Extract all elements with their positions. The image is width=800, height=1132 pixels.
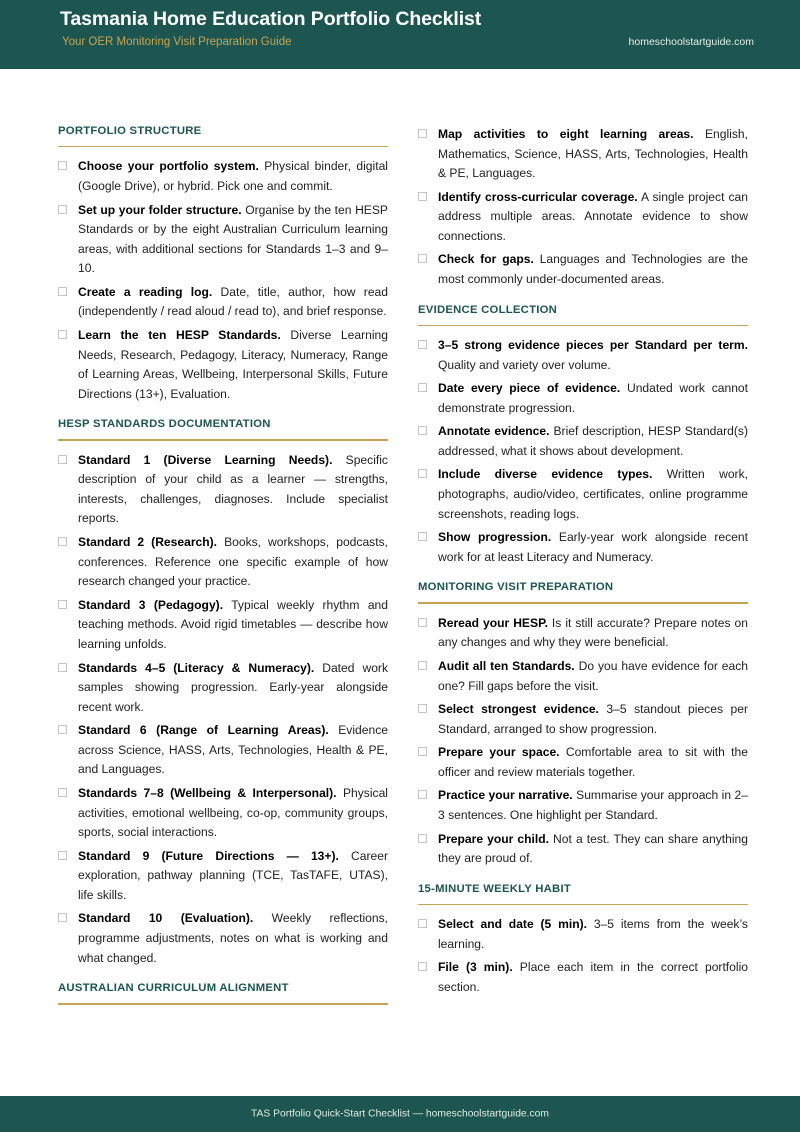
checklist-item[interactable] <box>418 528 748 567</box>
checkbox-icon[interactable] <box>418 383 427 392</box>
checkbox-icon[interactable] <box>58 725 67 734</box>
checklist-section <box>58 125 388 404</box>
checkbox-icon[interactable] <box>418 426 427 435</box>
checklist-item-title: Identify cross-curricular coverage. <box>438 189 638 204</box>
section-heading: MONITORING VISIT PREPARATION <box>418 581 614 594</box>
page-header <box>0 0 800 69</box>
checklist-item-title: Reread your HESP. <box>438 615 548 630</box>
checklist-item-title: Annotate evidence. <box>438 424 550 439</box>
checklist-item-title: Map activities to eight learning areas. <box>438 127 694 141</box>
checklist-item-description: English, Mathematics, Science, HASS, Arts, Technologies, Health & PE, Languages. <box>438 127 748 181</box>
checklist-section <box>418 125 748 290</box>
section-heading: AUSTRALIAN CURRICULUM ALIGNMENT <box>58 982 289 995</box>
checklist-item-description: Organise by the ten HESP Standards or by the eight Australian Curriculum learning areas, with additional sections for Standards 1–3 and 9–10. <box>78 202 389 276</box>
checklist-item-description: Typical weekly rhythm and teaching methods. Avoid rigid timetables — describe how learning unfolds. <box>78 597 388 651</box>
checklist-section <box>418 869 748 998</box>
checklist-item-description: Undated work cannot demonstrate progression. <box>438 381 749 415</box>
checklist-item[interactable] <box>418 743 748 782</box>
checkbox-icon[interactable] <box>418 618 427 627</box>
checklist-item-title: Prepare your child. <box>438 831 549 846</box>
checkbox-icon[interactable] <box>418 254 427 263</box>
checklist-item-title: Create a reading log. <box>78 284 213 299</box>
checklist-item[interactable] <box>418 336 748 375</box>
checklist-item[interactable] <box>58 451 388 529</box>
section-divider <box>418 904 748 905</box>
checklist-item[interactable] <box>418 188 748 247</box>
checklist-item-title: Choose your portfolio system. <box>78 159 259 174</box>
checklist-item[interactable] <box>58 847 388 906</box>
checklist-section <box>418 567 748 868</box>
checkbox-icon[interactable] <box>418 962 427 971</box>
checkbox-icon[interactable] <box>58 600 67 609</box>
checkbox-icon[interactable] <box>418 919 427 928</box>
section-heading: 15-MINUTE WEEKLY HABIT <box>418 882 572 895</box>
checklist-section <box>58 404 388 968</box>
section-divider <box>58 439 388 440</box>
checkbox-icon[interactable] <box>418 129 427 138</box>
checklist-item-description: Languages and Technologies are the most commonly under-documented areas. <box>438 252 748 287</box>
checklist-item-description: Brief description, HESP Standard(s) addressed, what it shows about development. <box>438 424 748 458</box>
checklist-item-description: Summarise your approach in 2–3 sentences. One highlight per Standard. <box>438 788 748 822</box>
checklist-item[interactable] <box>58 721 388 780</box>
section-heading: HESP STANDARDS DOCUMENTATION <box>58 418 271 431</box>
checklist-item[interactable] <box>418 915 748 954</box>
checklist-item[interactable] <box>58 326 388 404</box>
checklist-item-description: Career exploration, pathway planning (TCE, TasTAFE, UTAS), life skills. <box>78 848 388 902</box>
checkbox-icon[interactable] <box>58 161 67 170</box>
checklist-item-description: Do you have evidence for each one? Fill gaps before the visit. <box>438 658 748 693</box>
section-divider <box>58 1003 388 1004</box>
checklist-item-description: Early-year work alongside recent work for at least Literacy and Numeracy. <box>438 530 748 564</box>
checklist-item[interactable] <box>418 250 748 289</box>
checklist-item[interactable] <box>58 533 388 592</box>
checklist-item-description: A single project can address multiple areas. Annotate evidence to show connections. <box>438 189 748 243</box>
checkbox-icon[interactable] <box>418 704 427 713</box>
checklist-item-description: Comfortable area to sit with the officer and review materials together. <box>438 745 748 779</box>
checklist-item-title: Show progression. <box>438 530 552 545</box>
checkbox-icon[interactable] <box>418 192 427 201</box>
checklist-item[interactable] <box>58 201 388 279</box>
checklist-item-title: Standards 7–8 (Wellbeing & Interpersonal). <box>78 785 337 800</box>
checklist-item-description: 3–5 standout pieces per Standard, arranged to show progression. <box>438 702 749 736</box>
checklist-item-title: Standard 3 (Pedagogy). <box>78 597 224 612</box>
checkbox-icon[interactable] <box>418 469 427 478</box>
checklist-item-title: Standard 1 (Diverse Learning Needs). <box>78 452 333 467</box>
checklist-item-title: Prepare your space. <box>438 745 560 760</box>
checklist-item-description: Books, workshops, podcasts, conferences. Reference one specific example of how research changed your practice. <box>78 535 388 589</box>
checklist-item-title: Standard 10 (Evaluation). <box>78 911 254 926</box>
checklist-item[interactable] <box>418 465 748 524</box>
section-heading: PORTFOLIO STRUCTURE <box>58 125 202 137</box>
checklist-item-description: Diverse Learning Needs, Research, Pedagogy, Literacy, Numeracy, Range of Learning Areas, Wellbeing, Interpersonal Skills, Future Directions (13+), Evaluation. <box>78 328 388 401</box>
checklist-item[interactable] <box>58 784 388 843</box>
checklist-item-title: Standards 4–5 (Literacy & Numeracy). <box>78 660 315 675</box>
checklist-item[interactable] <box>418 830 748 869</box>
checklist-item[interactable] <box>58 157 388 196</box>
checklist-item-description: Date, title, author, how read (independently / read aloud / read to), and brief response. <box>78 284 388 319</box>
checklist-item-description: Written work, photographs, audio/video, certificates, online programme screenshots, reading logs. <box>438 467 748 521</box>
checkbox-icon[interactable] <box>418 532 427 541</box>
right-column <box>418 125 748 997</box>
checklist-item[interactable] <box>418 379 748 418</box>
checklist-item[interactable] <box>58 659 388 718</box>
checklist-item-title: Standard 9 (Future Directions — 13+). <box>78 848 339 863</box>
checklist-item[interactable] <box>418 958 748 997</box>
checklist-item-title: Include diverse evidence types. <box>438 467 653 482</box>
checklist-item-description: Physical binder, digital (Google Drive), or hybrid. Pick one and commit. <box>78 159 388 193</box>
section-divider <box>418 325 748 326</box>
checkbox-icon[interactable] <box>418 834 427 843</box>
checklist-item-title: Check for gaps. <box>438 252 534 267</box>
checklist-item-description: Physical activities, emotional wellbeing, co-op, community groups, sports, social interactions. <box>78 785 388 840</box>
checklist-section <box>58 968 388 1004</box>
checklist-item[interactable] <box>418 614 748 653</box>
section-divider <box>418 602 748 603</box>
checklist-item-description: Quality and variety over volume. <box>438 357 611 372</box>
checkbox-icon[interactable] <box>58 788 67 797</box>
checklist-item-description: Weekly reflections, programme adjustments, notes on what is working and what changed. <box>78 911 388 965</box>
header-website-url: homeschoolstartguide.com <box>628 36 754 48</box>
checkbox-icon[interactable] <box>418 790 427 799</box>
page-footer <box>0 1096 800 1132</box>
checklist-item-description: Evidence across Science, HASS, Arts, Technologies, Health & PE, and Languages. <box>78 723 388 777</box>
checkbox-icon[interactable] <box>58 287 67 296</box>
checkbox-icon[interactable] <box>58 455 67 464</box>
checkbox-icon[interactable] <box>58 537 67 546</box>
checklist-item-description: Place each item in the correct portfolio section. <box>438 960 748 994</box>
section-divider <box>58 146 388 147</box>
checklist-item-title: Select and date (5 min). <box>438 917 587 932</box>
checklist-item-title: Set up your folder structure. <box>78 202 242 217</box>
checklist-item-title: File (3 min). <box>438 960 513 975</box>
checklist-item-title: Audit all ten Standards. <box>438 658 575 673</box>
page-subtitle: Your OER Monitoring Visit Preparation Guide <box>62 36 292 48</box>
checklist-item-title: Standard 6 (Range of Learning Areas). <box>78 723 329 738</box>
checklist-item-description: Not a test. They can share anything they are proud of. <box>438 831 749 866</box>
checklist-item-title: Learn the ten HESP Standards. <box>78 328 281 343</box>
footer-text: TAS Portfolio Quick-Start Checklist — homeschoolstartguide.com <box>251 1108 549 1120</box>
checkbox-icon[interactable] <box>58 330 67 339</box>
checkbox-icon[interactable] <box>58 913 67 922</box>
checklist-item-title: Standard 2 (Research). <box>78 535 218 550</box>
checkbox-icon[interactable] <box>418 340 427 349</box>
checkbox-icon[interactable] <box>58 851 67 860</box>
checklist-item-title: Date every piece of evidence. <box>438 381 621 396</box>
checklist-item[interactable] <box>58 596 388 655</box>
checklist-item-title: Practice your narrative. <box>438 788 573 803</box>
checklist-item[interactable] <box>418 422 748 461</box>
checkbox-icon[interactable] <box>58 663 67 672</box>
checkbox-icon[interactable] <box>418 747 427 756</box>
section-heading: EVIDENCE COLLECTION <box>418 303 558 316</box>
checkbox-icon[interactable] <box>58 205 67 214</box>
checklist-item[interactable] <box>58 909 388 968</box>
checklist-item-description: Is it still accurate? Prepare notes on any changes and why they were beneficial. <box>438 615 748 650</box>
checklist-item-title: Select strongest evidence. <box>438 702 599 717</box>
checklist-item-description: Dated work samples showing progression. Early-year alongside recent work. <box>78 660 389 714</box>
left-column <box>58 125 388 1015</box>
checklist-item[interactable] <box>418 657 748 696</box>
checkbox-icon[interactable] <box>418 661 427 670</box>
checklist-item-description: 3–5 items from the week’s learning. <box>438 917 748 951</box>
checklist-item[interactable] <box>418 700 748 739</box>
checklist-item[interactable] <box>58 283 388 322</box>
checklist-item-title: 3–5 strong evidence pieces per Standard per term. <box>438 338 748 353</box>
page-title: Tasmania Home Education Portfolio Checklist <box>60 8 482 30</box>
checklist-section <box>418 290 748 568</box>
checklist-item[interactable] <box>418 125 748 184</box>
checklist-item-description: Specific description of your child as a learner — strengths, interests, challenges, diagnoses. Include specialist reports. <box>78 452 388 526</box>
checklist-item[interactable] <box>418 786 748 825</box>
